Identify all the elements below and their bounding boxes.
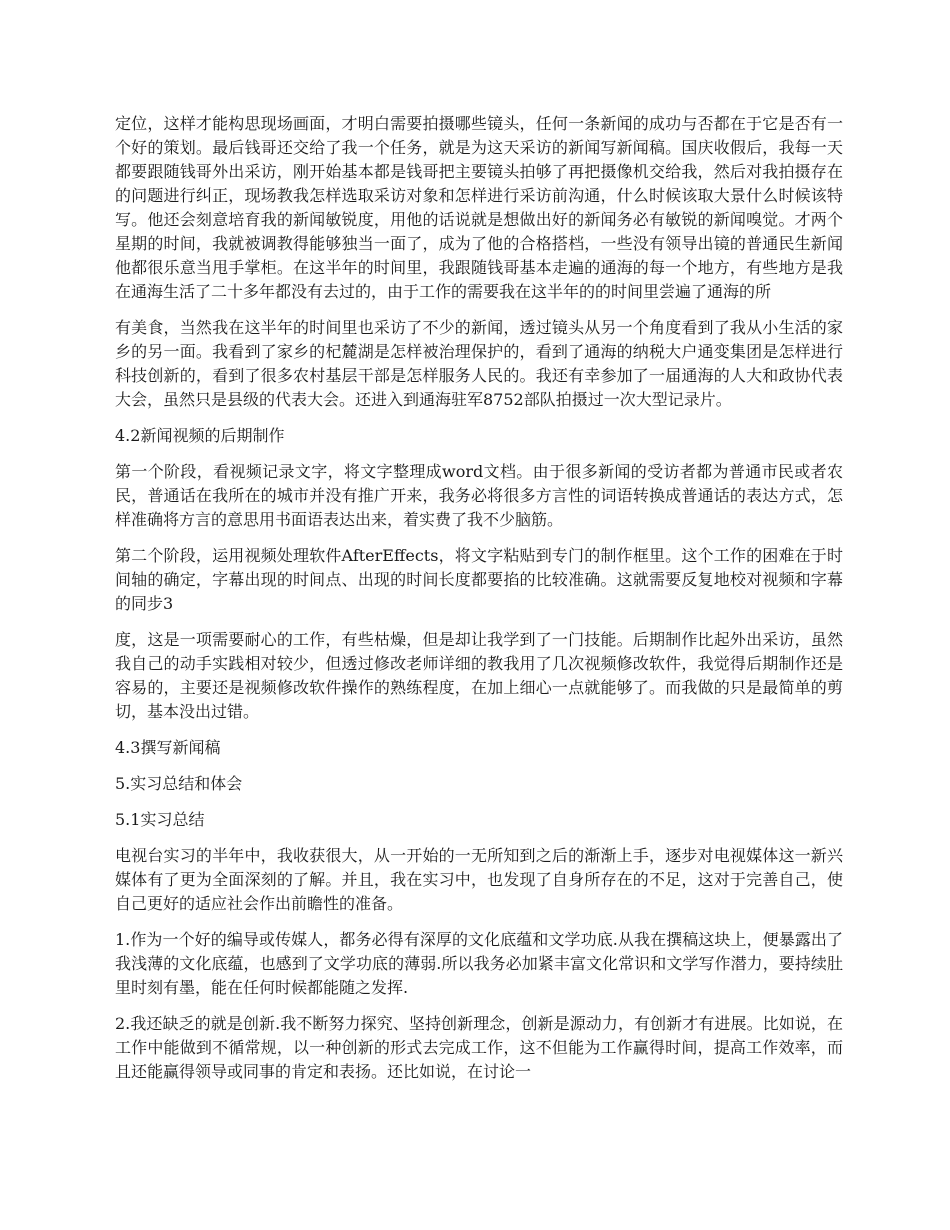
paragraph-stage-one: 第一个阶段，看视频记录文字，将文字整理成word文档。由于很多新闻的受访者都为普通市民或者农民，普通话在我所在的城市并没有推广开来，我务必将很多方言性的词语转换成普通话的表达方式，怎样准确将方言的意思用书面语表达出来，着实费了我不少脑筋。 <box>115 462 843 529</box>
section-heading-4-3: 4.3撰写新闻稿 <box>115 738 221 757</box>
paragraph-food-and-news: 有美食，当然我在这半年的时间里也采访了不少的新闻，透过镜头从另一个角度看到了我从小生活的家乡的另一面。我看到了家乡的杞麓湖是怎样被治理保护的，看到了通海的纳税大户通变集团是怎样进行科技创新的，看到了很多农村基层干部是怎样服务人民的。我还有幸参加了一届通海的人大和政协代表大会，虽然只是县级的代表大会。还进入到通海驻军8752部队拍摄过一次大型记录片。 <box>115 318 843 409</box>
paragraph-stage-two: 第二个阶段，运用视频处理软件AfterEffects，将文字粘贴到专门的制作框里。这个工作的困难在于时间轴的确定，字幕出现的时间点、出现的时间长度都要掐的比较准确。这就需要反复地校对视频和字幕的同步3 <box>115 546 843 613</box>
paragraph-point-one: 1.作为一个好的编导或传媒人，都务必得有深厚的文化底蕴和文学功底.从我在撰稿这块上，便暴露出了我浅薄的文化底蕴，也感到了文学功底的薄弱.所以我务必加紧丰富文化常识和文学写作潜力，要持续肚里时刻有墨，能在任何时候都能随之发挥. <box>115 930 843 997</box>
paragraph-post-production: 度，这是一项需要耐心的工作，有些枯燥，但是却让我学到了一门技能。后期制作比起外出采访，虽然我自己的动手实践相对较少，但透过修改老师详细的教我用了几次视频修改软件，我觉得后期制作还是容易的，主要还是视频修改软件操作的熟练程度，在加上细心一点就能够了。而我做的只是最简单的剪切，基本没出过错。 <box>115 630 843 721</box>
paragraph-point-two: 2.我还缺乏的就是创新.我不断努力探究、坚持创新理念，创新是源动力，有创新才有进展。比如说，在工作中能做到不循常规，以一种创新的形式去完成工作，这不但能为工作赢得时间，提高工作效率，而且还能赢得领导或同事的肯定和表扬。还比如说，在讨论一 <box>115 1014 843 1081</box>
document-page <box>115 112 843 1096</box>
section-heading-5: 5.实习总结和体会 <box>115 774 243 793</box>
section-heading-4-2: 4.2新闻视频的后期制作 <box>115 426 285 445</box>
paragraph-fieldwork: 定位，这样才能构思现场画面，才明白需要拍摄哪些镜头，任何一条新闻的成功与否都在于它是否有一个好的策划。最后钱哥还交给了我一个任务，就是为这天采访的新闻写新闻稿。国庆收假后，我每一天都要跟随钱哥外出采访，刚开始基本都是钱哥把主要镜头拍够了再把摄像机交给我，然后对我拍摄存在的问题进行纠正，现场教我怎样选取采访对象和怎样进行采访前沟通，什么时候该取大景什么时候该特写。他还会刻意培育我的新闻敏锐度，用他的话说就是想做出好的新闻务必有敏锐的新闻嗅觉。才两个星期的时间，我就被调教得能够独当一面了，成为了他的合格搭档，一些没有领导出镜的普通民生新闻他都很乐意当甩手掌柜。在这半年的时间里，我跟随钱哥基本走遍的通海的每一个地方，有些地方是我在通海生活了二十多年都没有去过的，由于工作的需要我在这半年的的时间里尝遍了通海的所 <box>115 114 843 301</box>
paragraph-summary: 电视台实习的半年中，我收获很大，从一开始的一无所知到之后的渐渐上手，逐步对电视媒体这一新兴媒体有了更为全面深刻的了解。并且，我在实习中，也发现了自身所存在的不足，这对于完善自己，使自己更好的适应社会作出前瞻性的准备。 <box>115 846 843 913</box>
section-heading-5-1: 5.1实习总结 <box>115 810 205 829</box>
